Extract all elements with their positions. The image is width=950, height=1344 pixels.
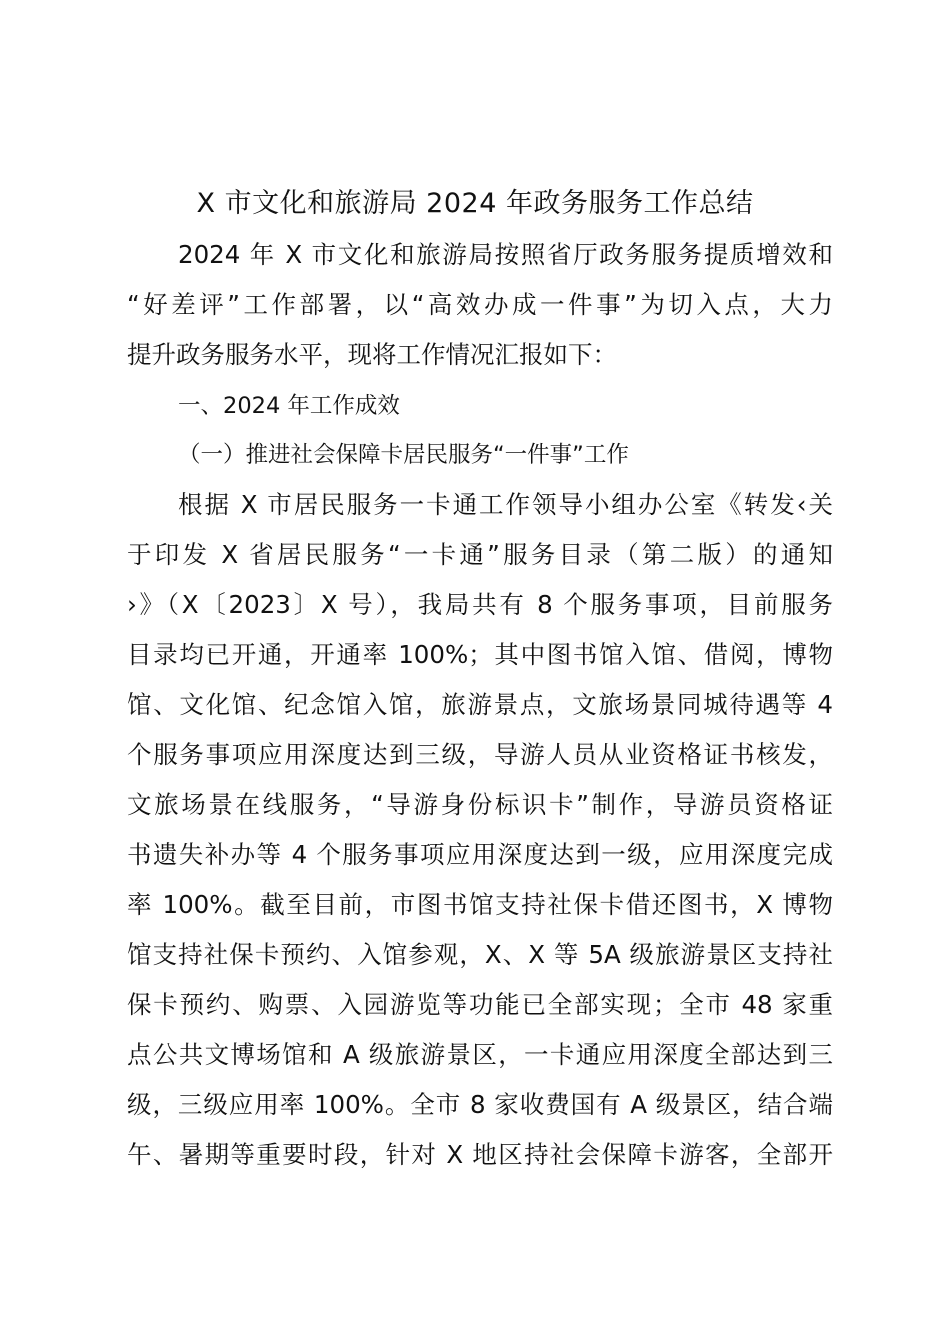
- body-line: 率 100%。截至目前，市图书馆支持社保卡借还图书，X 博物: [127, 890, 833, 919]
- intro-line-3: 提升政务服务水平，现将工作情况汇报如下：: [127, 340, 617, 369]
- document-title: X 市文化和旅游局 2024 年政务服务工作总结: [196, 188, 754, 219]
- body-line: 保卡预约、购票、入园游览等功能已全部实现；全市 48 家重: [127, 990, 833, 1019]
- body-line: 馆支持社保卡预约、入馆参观，X、X 等 5A 级旅游景区支持社: [127, 940, 833, 969]
- body-line: 文旅场景在线服务，“导游身份标识卡”制作，导游员资格证: [127, 790, 833, 819]
- section-heading: 一、2024 年工作成效: [178, 393, 400, 419]
- body-line: 点公共文博场馆和 A 级旅游景区，一卡通应用深度全部达到三: [127, 1040, 833, 1069]
- intro-line-2: “好差评”工作部署，以“高效办成一件事”为切入点，大力: [127, 290, 833, 319]
- body-line: 目录均已开通，开通率 100%；其中图书馆入馆、借阅，博物: [127, 640, 833, 669]
- body-line: 级，三级应用率 100%。全市 8 家收费国有 A 级景区，结合端: [127, 1090, 833, 1119]
- body-line: 书遗失补办等 4 个服务事项应用深度达到一级，应用深度完成: [127, 840, 833, 869]
- body-line: 于印发 X 省居民服务“一卡通”服务目录（第二版）的通知: [127, 540, 833, 569]
- body-line: 午、暑期等重要时段，针对 X 地区持社会保障卡游客，全部开: [127, 1140, 833, 1169]
- intro-line-1: 2024 年 X 市文化和旅游局按照省厅政务服务提质增效和: [178, 240, 833, 269]
- body-line: 馆、文化馆、纪念馆入馆，旅游景点，文旅场景同城待遇等 4: [127, 690, 833, 719]
- subsection-heading: （一）推进社会保障卡居民服务“一件事”工作: [178, 442, 629, 468]
- body-line: 个服务事项应用深度达到三级，导游人员从业资格证书核发，: [127, 740, 833, 769]
- body-line: 根据 X 市居民服务一卡通工作领导小组办公室《转发‹关: [178, 490, 833, 519]
- body-line: ›》（X〔2023〕X 号），我局共有 8 个服务事项，目前服务: [127, 590, 833, 619]
